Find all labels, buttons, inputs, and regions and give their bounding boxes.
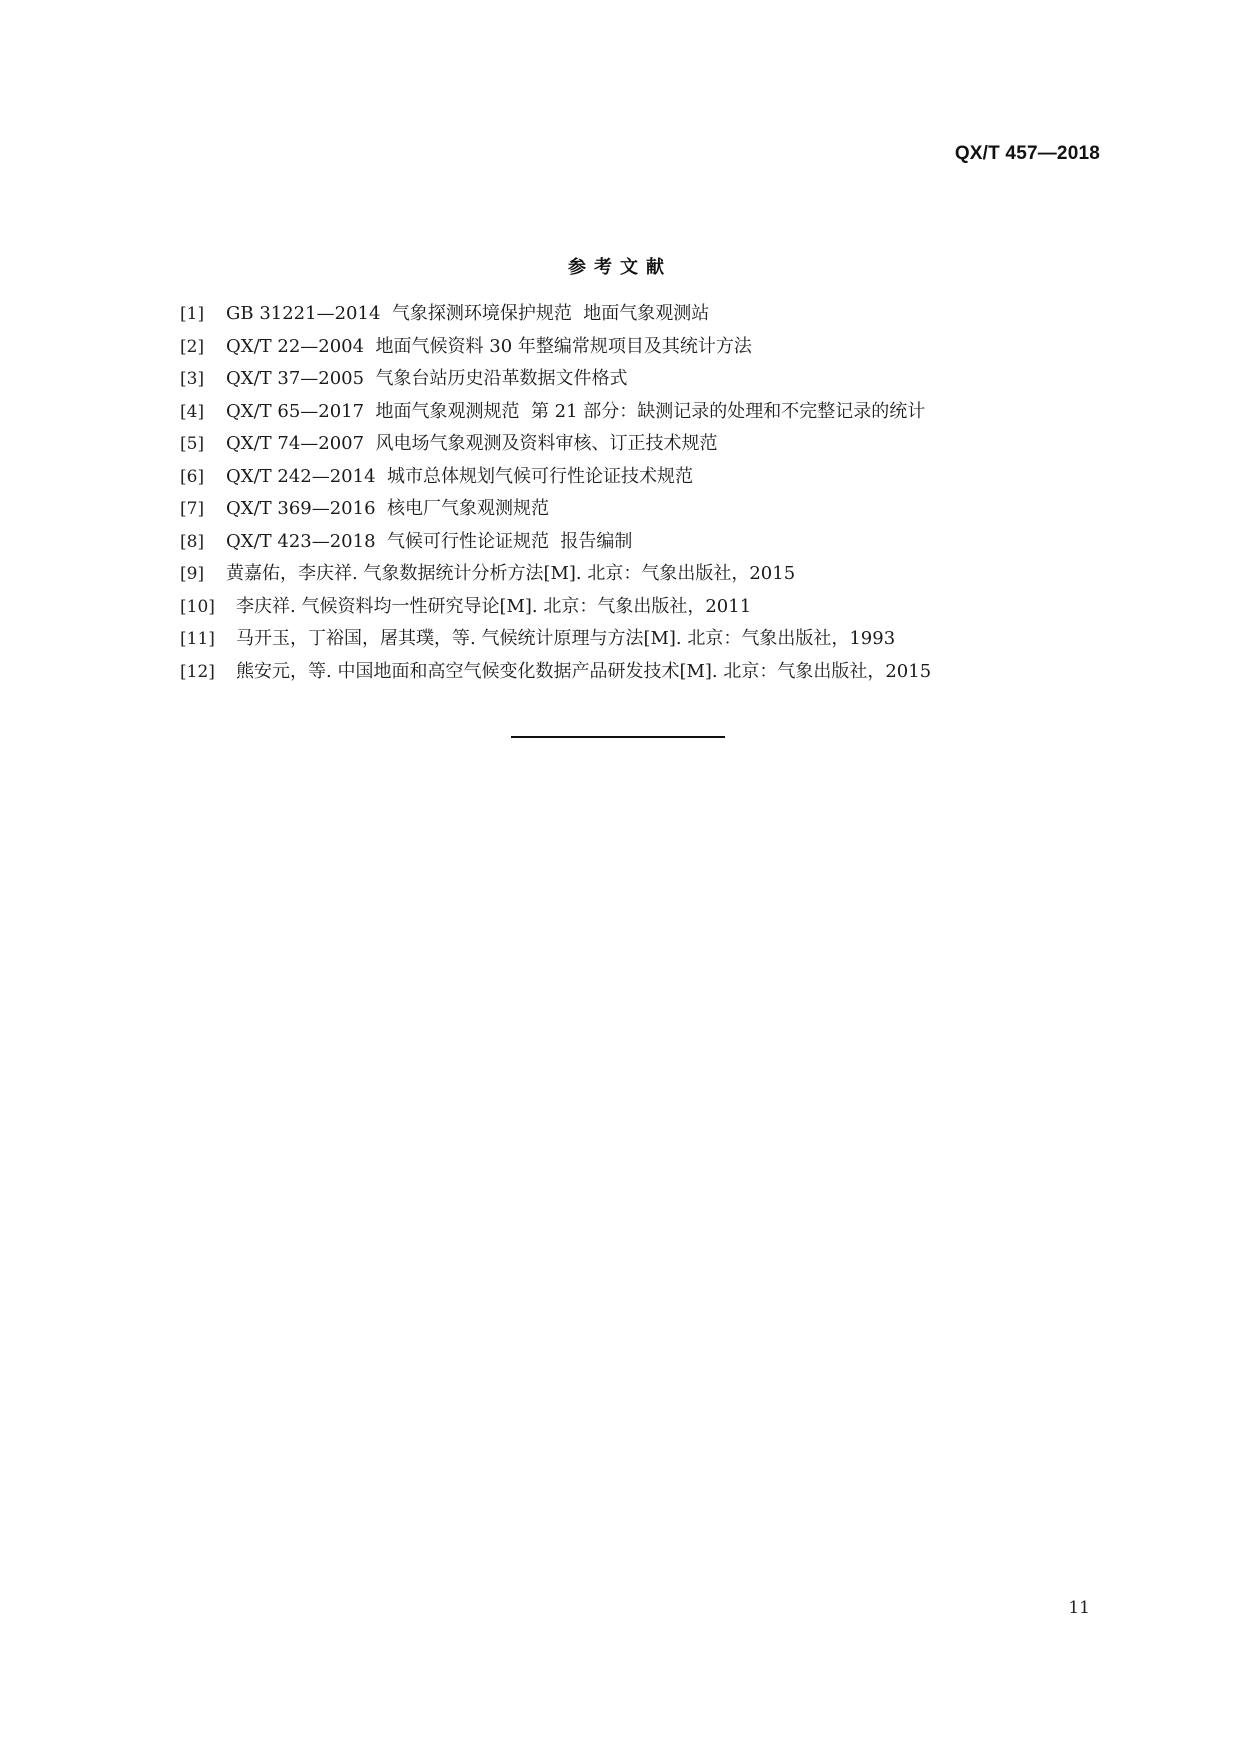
reference-number: [10]	[180, 596, 215, 617]
page-number: 11	[1068, 1598, 1090, 1618]
reference-number: [5]	[180, 434, 205, 454]
reference-text: 马开玉，丁裕国，屠其璞，等. 气候统计原理与方法[M]. 北京：气象出版社，1993	[236, 628, 896, 649]
reference-number: [9]	[180, 564, 205, 584]
reference-text: QX/T 423—2018 气候可行性论证规范 报告编制	[226, 530, 633, 552]
reference-text: QX/T 22—2004 地面气候资料 30 年整编常规项目及其统计方法	[226, 335, 752, 357]
reference-item	[180, 363, 1080, 396]
reference-text: QX/T 369—2016 核电厂气象观测规范	[226, 498, 549, 519]
reference-item	[180, 591, 1080, 624]
reference-item	[180, 656, 1080, 689]
reference-text: 李庆祥. 气候资料均一性研究导论[M]. 北京：气象出版社，2011	[236, 595, 752, 617]
reference-number: [1]	[180, 304, 205, 324]
reference-number: [2]	[180, 336, 205, 357]
reference-text: QX/T 37—2005 气象台站历史沿革数据文件格式	[226, 368, 628, 389]
reference-item	[180, 331, 1080, 364]
reference-item	[180, 298, 1080, 331]
section-title: 参考文献	[568, 257, 672, 278]
reference-text: QX/T 242—2014 城市总体规划气候可行性论证技术规范	[226, 465, 693, 487]
reference-item	[180, 428, 1080, 461]
reference-list	[180, 298, 1080, 688]
reference-item	[180, 526, 1080, 559]
reference-text: QX/T 65—2017 地面气象观测规范 第 21 部分：缺测记录的处理和不完整记录的统计	[226, 400, 926, 422]
reference-item	[180, 558, 1080, 591]
reference-number: [12]	[180, 661, 215, 682]
end-of-section-rule	[511, 736, 725, 738]
reference-item	[180, 623, 1080, 656]
document-code: QX/T 457—2018	[954, 143, 1100, 164]
reference-text: QX/T 74—2007 风电场气象观测及资料审核、订正技术规范	[226, 433, 718, 454]
reference-number: [6]	[180, 466, 205, 487]
reference-text: 熊安元，等. 中国地面和高空气候变化数据产品研发技术[M]. 北京：气象出版社，2015	[236, 660, 932, 682]
reference-item	[180, 396, 1080, 429]
reference-number: [8]	[180, 531, 205, 552]
reference-number: [4]	[180, 401, 205, 422]
reference-number: [7]	[180, 499, 205, 519]
reference-number: [11]	[180, 629, 215, 649]
reference-item	[180, 461, 1080, 494]
reference-text: GB 31221—2014 气象探测环境保护规范 地面气象观测站	[226, 303, 710, 324]
reference-item	[180, 493, 1080, 526]
reference-text: 黄嘉佑，李庆祥. 气象数据统计分析方法[M]. 北京：气象出版社，2015	[226, 563, 796, 584]
reference-number: [3]	[180, 369, 205, 389]
